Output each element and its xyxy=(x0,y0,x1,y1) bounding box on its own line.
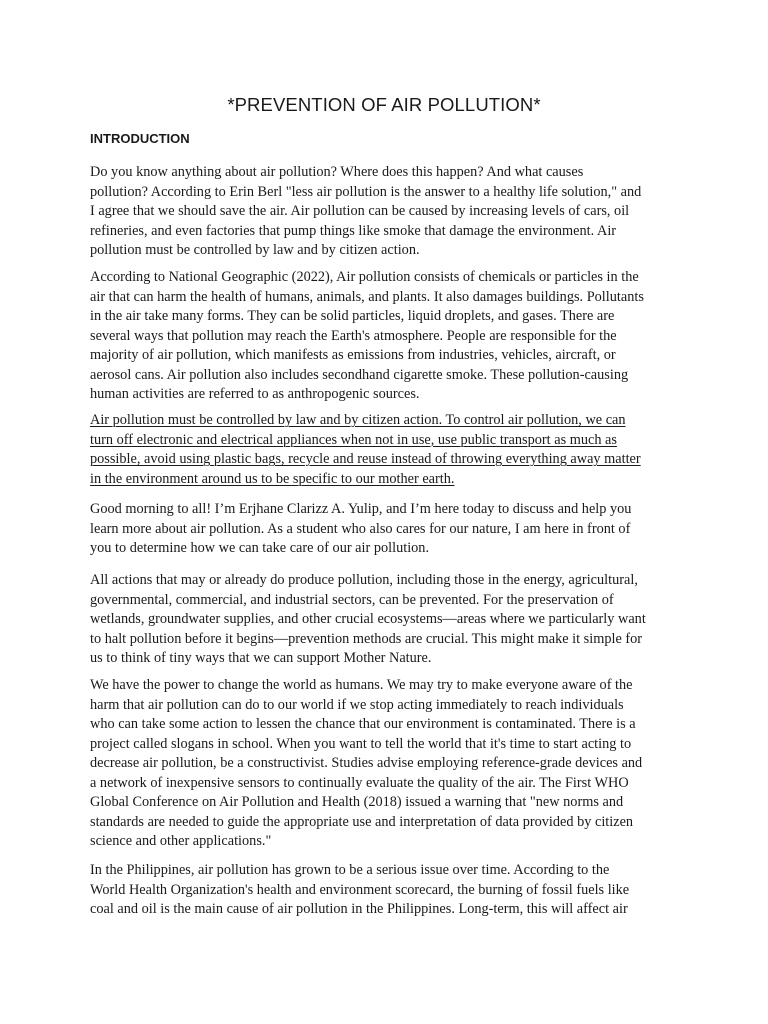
paragraph-line: possible, avoid using plastic bags, recycle and reuse instead of throwing everything away matter xyxy=(90,451,641,467)
paragraph-line: a network of inexpensive sensors to continually evaluate the quality of the air. The First WHO xyxy=(90,774,629,791)
paragraph-line: governmental, commercial, and industrial sectors, can be prevented. For the preservation of xyxy=(90,591,614,608)
paragraph-line: All actions that may or already do produce pollution, including those in the energy, agricultural, xyxy=(90,572,638,588)
paragraph-line: several ways that pollution may reach the Earth's atmosphere. People are responsible for the xyxy=(90,327,617,344)
paragraph-line: Global Conference on Air Pollution and Health (2018) issued a warning that "new norms and xyxy=(90,794,624,810)
paragraph-line: wetlands, groundwater supplies, and other crucial ecosystems—areas where we particularly want xyxy=(90,611,646,627)
paragraph-line: who can take some action to lessen the chance that our environment is contaminated. There is a xyxy=(90,716,636,732)
paragraph-line: harm that air pollution can do to our world if we stop acting immediately to reach individuals xyxy=(90,696,624,713)
paragraph-line: air that can harm the health of humans, animals, and plants. It also damages buildings. Pollutants xyxy=(90,288,644,305)
paragraph-line: coal and oil is the main cause of air pollution in the Philippines. Long-term, this will affect air xyxy=(90,901,628,917)
paragraph-1 xyxy=(90,163,680,261)
paragraph-2 xyxy=(90,268,680,405)
section-heading: INTRODUCTION xyxy=(90,131,190,146)
paragraph-line: science and other applications." xyxy=(90,833,272,849)
paragraph-line: learn more about air pollution. As a student who also cares for our nature, I am here in front of xyxy=(90,520,631,537)
paragraph-line: in the environment around us to be specific to our mother earth. xyxy=(90,470,455,487)
paragraph-line: pollution? According to Erin Berl "less air pollution is the answer to a healthy life solution," and xyxy=(90,183,642,200)
paragraph-line: human activities are referred to as anthropogenic sources. xyxy=(90,386,420,402)
paragraph-line: in the air take many forms. They can be solid particles, liquid droplets, and gases. There are xyxy=(90,308,615,324)
paragraph-6 xyxy=(90,676,680,852)
paragraph-line: turn off electronic and electrical appliances when not in use, use public transport as much as xyxy=(90,431,617,448)
paragraph-7 xyxy=(90,861,680,920)
paragraph-line: refineries, and even factories that pump things like smoke that damage the environment. Air xyxy=(90,222,617,239)
paragraph-line: aerosol cans. Air pollution also includes secondhand cigarette smoke. These pollution-causing xyxy=(90,366,629,383)
paragraph-line: Air pollution must be controlled by law and by citizen action. To control air pollution, we can xyxy=(90,412,626,428)
paragraph-3-underlined xyxy=(90,411,680,489)
paragraph-line: you to determine how we can take care of our air pollution. xyxy=(90,540,430,556)
paragraph-line: Good morning to all! I’m Erjhane Clarizz A. Yulip, and I’m here today to discuss and help you xyxy=(90,501,632,517)
paragraph-line: majority of air pollution, which manifests as emissions from industries, vehicles, aircraft, or xyxy=(90,347,616,363)
paragraph-line: In the Philippines, air pollution has grown to be a serious issue over time. According to the xyxy=(90,862,610,878)
paragraph-4 xyxy=(90,500,680,559)
paragraph-line: standards are needed to guide the appropriate use and interpretation of data provided by citizen xyxy=(90,813,634,830)
paragraph-line: Do you know anything about air pollution? Where does this happen? And what causes xyxy=(90,164,584,180)
paragraph-line: to halt pollution before it begins—prevention methods are crucial. This might make it simple for xyxy=(90,630,643,647)
paragraph-line: I agree that we should save the air. Air pollution can be caused by increasing levels of cars, oil xyxy=(90,203,630,219)
paragraph-5 xyxy=(90,571,680,669)
paragraph-line: project called slogans in school. When you want to tell the world that it's time to start acting to xyxy=(90,735,632,752)
paragraph-line: decrease air pollution, be a constructivist. Studies advise employing reference-grade devices and xyxy=(90,755,643,771)
paragraph-line: us to think of tiny ways that we can support Mother Nature. xyxy=(90,650,432,666)
paragraph-line: pollution must be controlled by law and by citizen action. xyxy=(90,242,420,258)
paragraph-line: We have the power to change the world as humans. We may try to make everyone aware of the xyxy=(90,677,633,693)
document-title: *PREVENTION OF AIR POLLUTION* xyxy=(227,94,541,115)
paragraph-line: According to National Geographic (2022), Air pollution consists of chemicals or particles in the xyxy=(90,269,639,285)
paragraph-line: World Health Organization's health and environment scorecard, the burning of fossil fuels like xyxy=(90,881,630,898)
